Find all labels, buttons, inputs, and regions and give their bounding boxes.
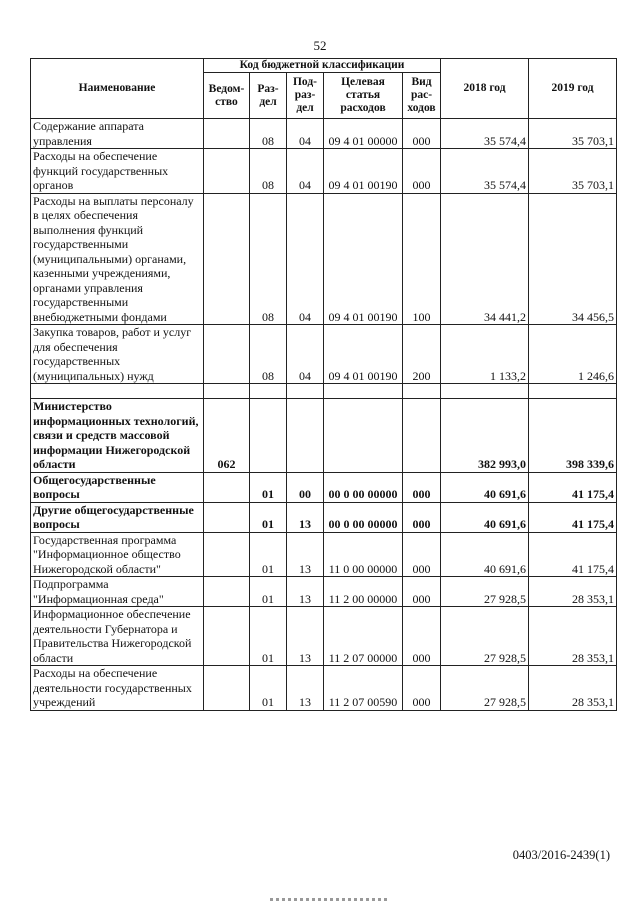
row-vedomstvo bbox=[204, 666, 250, 711]
spacer-row bbox=[31, 384, 617, 399]
row-value-2018: 35 574,4 bbox=[441, 149, 529, 194]
row-expense-type: 000 bbox=[403, 502, 441, 532]
row-expense-type: 000 bbox=[403, 119, 441, 149]
table-row bbox=[31, 119, 617, 149]
scan-artifact bbox=[270, 898, 390, 901]
row-value-2019: 41 175,4 bbox=[529, 472, 617, 502]
row-value-2019: 398 339,6 bbox=[529, 399, 617, 473]
row-target-article: 09 4 01 00190 bbox=[324, 325, 403, 384]
empty-cell bbox=[250, 384, 287, 399]
header-2018: 2018 год bbox=[441, 59, 529, 119]
row-vedomstvo bbox=[204, 119, 250, 149]
row-podrazdel: 04 bbox=[287, 119, 324, 149]
row-value-2018: 40 691,6 bbox=[441, 502, 529, 532]
row-name: Закупка товаров, работ и услуг для обеспечения государственных (муниципальных) нужд bbox=[31, 325, 204, 384]
empty-cell bbox=[324, 384, 403, 399]
table-row bbox=[31, 193, 617, 325]
row-value-2019: 28 353,1 bbox=[529, 607, 617, 666]
row-expense-type: 000 bbox=[403, 607, 441, 666]
row-podrazdel: 13 bbox=[287, 532, 324, 577]
row-expense-type: 200 bbox=[403, 325, 441, 384]
budget-table-body bbox=[31, 119, 617, 711]
header-name: Наименование bbox=[31, 59, 204, 119]
row-value-2018: 35 574,4 bbox=[441, 119, 529, 149]
row-value-2019: 41 175,4 bbox=[529, 502, 617, 532]
row-value-2018: 40 691,6 bbox=[441, 472, 529, 502]
page-number: 52 bbox=[313, 38, 327, 53]
row-name: Другие общегосударственные вопросы bbox=[31, 502, 204, 532]
table-row bbox=[31, 666, 617, 711]
row-value-2018: 27 928,5 bbox=[441, 666, 529, 711]
row-value-2019: 28 353,1 bbox=[529, 577, 617, 607]
row-vedomstvo bbox=[204, 577, 250, 607]
row-target-article bbox=[324, 399, 403, 473]
row-razdel: 08 bbox=[250, 193, 287, 325]
row-target-article: 11 2 07 00000 bbox=[324, 607, 403, 666]
row-podrazdel: 04 bbox=[287, 325, 324, 384]
row-value-2019: 28 353,1 bbox=[529, 666, 617, 711]
row-name: Общегосударственные вопросы bbox=[31, 472, 204, 502]
table-row bbox=[31, 399, 617, 473]
row-razdel: 08 bbox=[250, 119, 287, 149]
row-podrazdel: 04 bbox=[287, 149, 324, 194]
row-expense-type: 000 bbox=[403, 577, 441, 607]
header-expense-type: Вид рас-ходов bbox=[403, 73, 441, 119]
header-code-group: Код бюджетной классификации bbox=[204, 59, 441, 73]
row-podrazdel bbox=[287, 399, 324, 473]
header-2019: 2019 год bbox=[529, 59, 617, 119]
row-value-2018: 27 928,5 bbox=[441, 607, 529, 666]
table-row bbox=[31, 577, 617, 607]
row-vedomstvo bbox=[204, 472, 250, 502]
row-value-2019: 41 175,4 bbox=[529, 532, 617, 577]
row-target-article: 09 4 01 00190 bbox=[324, 193, 403, 325]
row-value-2019: 35 703,1 bbox=[529, 119, 617, 149]
row-name: Министерство информационных технологий, связи и средств массовой информации Нижегородской области bbox=[31, 399, 204, 473]
row-value-2018: 382 993,0 bbox=[441, 399, 529, 473]
row-name: Государственная программа "Информационное общество Нижегородской области" bbox=[31, 532, 204, 577]
row-value-2018: 40 691,6 bbox=[441, 532, 529, 577]
row-podrazdel: 04 bbox=[287, 193, 324, 325]
empty-cell bbox=[441, 384, 529, 399]
row-target-article: 09 4 01 00000 bbox=[324, 119, 403, 149]
empty-cell bbox=[287, 384, 324, 399]
row-value-2018: 34 441,2 bbox=[441, 193, 529, 325]
row-name: Информационное обеспечение деятельности Губернатора и Правительства Нижегородской области bbox=[31, 607, 204, 666]
row-name: Расходы на выплаты персоналу в целях обеспечения выполнения функций государственными (муниципальными) органами, казенными учреждениями, органами управления государственными внебюджетными фондами bbox=[31, 193, 204, 325]
row-expense-type: 000 bbox=[403, 666, 441, 711]
header-target-article: Целевая статья расходов bbox=[324, 73, 403, 119]
row-value-2019: 34 456,5 bbox=[529, 193, 617, 325]
row-value-2018: 1 133,2 bbox=[441, 325, 529, 384]
table-row bbox=[31, 472, 617, 502]
header-vedomstvo: Ведом-ство bbox=[204, 73, 250, 119]
row-vedomstvo bbox=[204, 502, 250, 532]
row-vedomstvo bbox=[204, 149, 250, 194]
table-row bbox=[31, 502, 617, 532]
document-code: 0403/2016-2439(1) bbox=[512, 848, 610, 862]
row-razdel: 08 bbox=[250, 325, 287, 384]
row-razdel: 01 bbox=[250, 577, 287, 607]
empty-cell bbox=[403, 384, 441, 399]
row-podrazdel: 13 bbox=[287, 607, 324, 666]
row-expense-type bbox=[403, 399, 441, 473]
row-vedomstvo: 062 bbox=[204, 399, 250, 473]
table-row bbox=[31, 607, 617, 666]
row-podrazdel: 00 bbox=[287, 472, 324, 502]
row-target-article: 00 0 00 00000 bbox=[324, 472, 403, 502]
row-target-article: 09 4 01 00190 bbox=[324, 149, 403, 194]
row-name: Расходы на обеспечение функций государственных органов bbox=[31, 149, 204, 194]
table-row bbox=[31, 532, 617, 577]
row-razdel: 01 bbox=[250, 607, 287, 666]
row-value-2019: 35 703,1 bbox=[529, 149, 617, 194]
row-podrazdel: 13 bbox=[287, 666, 324, 711]
table-row bbox=[31, 325, 617, 384]
row-razdel bbox=[250, 399, 287, 473]
row-razdel: 01 bbox=[250, 472, 287, 502]
row-target-article: 11 2 07 00590 bbox=[324, 666, 403, 711]
header-razdel: Раз-дел bbox=[250, 73, 287, 119]
row-expense-type: 000 bbox=[403, 532, 441, 577]
empty-cell bbox=[204, 384, 250, 399]
row-target-article: 00 0 00 00000 bbox=[324, 502, 403, 532]
budget-table bbox=[30, 58, 617, 711]
row-razdel: 01 bbox=[250, 666, 287, 711]
row-razdel: 01 bbox=[250, 502, 287, 532]
row-vedomstvo bbox=[204, 532, 250, 577]
row-name: Расходы на обеспечение деятельности государственных учреждений bbox=[31, 666, 204, 711]
row-razdel: 08 bbox=[250, 149, 287, 194]
row-podrazdel: 13 bbox=[287, 502, 324, 532]
row-podrazdel: 13 bbox=[287, 577, 324, 607]
row-name: Содержание аппарата управления bbox=[31, 119, 204, 149]
row-name: Подпрограмма "Информационная среда" bbox=[31, 577, 204, 607]
row-razdel: 01 bbox=[250, 532, 287, 577]
row-vedomstvo bbox=[204, 325, 250, 384]
row-expense-type: 100 bbox=[403, 193, 441, 325]
row-value-2018: 27 928,5 bbox=[441, 577, 529, 607]
empty-cell bbox=[31, 384, 204, 399]
row-target-article: 11 0 00 00000 bbox=[324, 532, 403, 577]
row-vedomstvo bbox=[204, 607, 250, 666]
row-vedomstvo bbox=[204, 193, 250, 325]
row-expense-type: 000 bbox=[403, 472, 441, 502]
table-row bbox=[31, 149, 617, 194]
row-expense-type: 000 bbox=[403, 149, 441, 194]
header-podrazdel: Под-раз-дел bbox=[287, 73, 324, 119]
row-value-2019: 1 246,6 bbox=[529, 325, 617, 384]
empty-cell bbox=[529, 384, 617, 399]
row-target-article: 11 2 00 00000 bbox=[324, 577, 403, 607]
